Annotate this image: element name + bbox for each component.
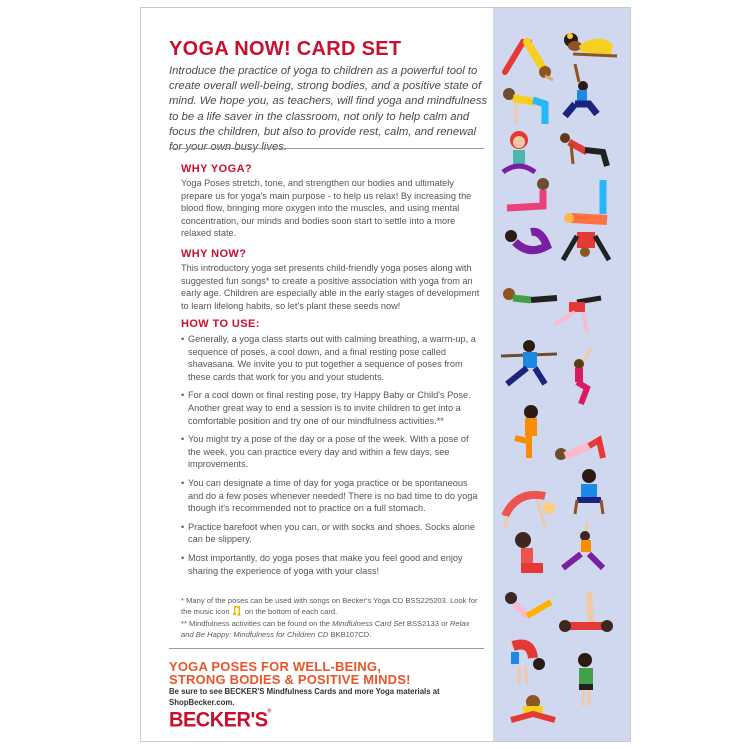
seated-straddle-pose-illustration [507,692,565,742]
yoga-card [140,7,631,742]
crescent-lunge-pose-illustration [559,522,617,578]
pose-illustration-panel [493,8,630,741]
airplane-pose-illustration [553,292,611,348]
footnote-1: * Many of the poses can be used with songs on Becker's Yoga CD BSS225203. Look for the music icon on the bottom of each card. [181,596,478,616]
tagline: YOGA POSES FOR WELL-BEING, STRONG BODIES & POSITIVE MINDS! [169,659,411,687]
intro-paragraph: Introduce the practice of yoga to children as a powerful tool to create overall well-being, strong bodies, and a positive state of mind. We hope you, as teachers, will find yoga and mindfulness to be a life saver in the classroom, not only to help calm and focus the children, but also to provide rest, calm, and renewal for your own busy lives. [169,65,488,154]
section-why-now [181,248,481,312]
divider-bottom [169,648,484,649]
list-item: • You can designate a time of day for yoga practice or be spontaneous and do a few poses whenever needed! There is no bad time to do yoga though it's recommended not to practice on a full stomach. [181,477,478,514]
prayer-stand-pose-illustration [575,650,631,706]
section-heading: WHY NOW? [181,248,247,260]
section-why-yoga [181,163,481,240]
boat-pose-illustration [503,590,561,646]
bow-pose-illustration [501,226,559,282]
list-item: • Most importantly, do yoga poses that make you feel good and enjoy sharing the experience of yoga with your class! [181,552,463,576]
bullet-icon: • [181,334,185,344]
bullet-icon: • [181,477,185,488]
music-note-icon [233,606,242,616]
frog-squat-pose-illustration [565,466,623,522]
kneeling-lunge-pose-illustration [563,64,621,120]
standing-forward-bend-pose-illustration [509,642,567,698]
list-item: • You might try a pose of the day or a pose of the week. With a pose of the week, you can practice every day and within a few days, see improvements. [181,434,469,470]
warrior-two-pose-illustration [501,340,559,396]
footnotes [181,595,483,641]
bullet-icon: • [181,390,185,401]
how-to-use-list [181,333,481,577]
beckers-logo: BECKER'S® [169,708,271,732]
butterfly-pose-illustration [501,126,559,182]
section-body: Yoga Poses stretch, tone, and strengthen our bodies and ultimately prepare us for yoga's main purpose - to help us relax! By increasing the blood flow, bringing more oxygen into the muscles, and using mental concentration, our minds and bodies soon start to settle into a more relaxed state. [181,178,472,239]
bullet-icon: • [181,434,185,445]
bullet-icon: • [181,521,185,532]
section-how-to-use [181,318,481,583]
footnote-2: ** Mindfulness activities can be found on the Mindfulness Card Set BSS2133 or Relax and Be Happy: Mindfulness for Children CD BKB107CD. [181,619,470,639]
list-item: • Generally, a yoga class starts out with calming breathing, a warm-up, a sequence of poses, a cool down, and a final resting pose called shavasana. We invite you to put together a sequence of poses from these cards that work for you and your students. [181,334,476,382]
downward-dog-pose-illustration [501,28,559,84]
list-item: • Practice barefoot when you can, or with socks and shoes. Socks alone can be slippery. [181,521,476,545]
see-also-text: Be sure to see BECKER'S Mindfulness Cards and more Yoga materials at ShopBecker.com. [169,687,440,707]
section-body: This introductory yoga set presents child-friendly yoga poses along with suggested fun songs* to create a positive association with yoga from an early age. Children are especially able in the early stages of development to learn lifelong habits, so let's plant these seeds now! [181,263,480,311]
forward-fold-wide-pose-illustration [559,224,617,280]
section-heading: HOW TO USE: [181,318,260,330]
cobra-pose-illustration [503,176,561,232]
bullet-icon: • [181,552,185,563]
text-column [141,8,493,741]
section-heading: WHY YOGA? [181,163,253,175]
chair-pose-illustration [563,348,621,404]
page-title: YOGA NOW! CARD SET [169,38,402,60]
plow-pose-illustration [559,592,617,648]
list-item: • For a cool down or final resting pose, try Happy Baby or Child's Pose. Another great way to end a session is to invite children to get into a comfortable position and try one of our mindfulness activities.** [181,390,471,426]
divider-top [169,148,484,149]
